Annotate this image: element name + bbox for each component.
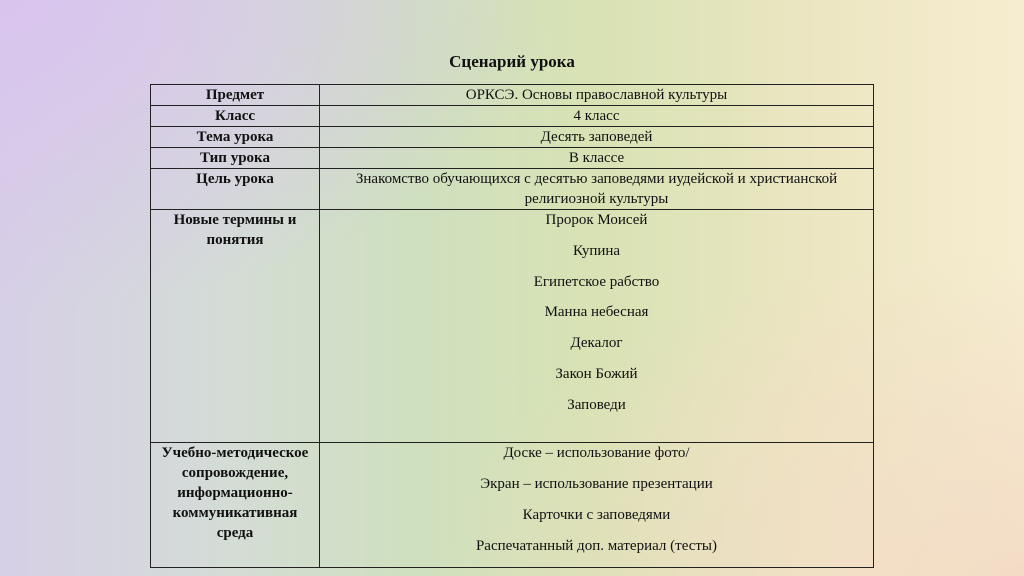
row-value-topic: Десять заповедей (320, 127, 874, 148)
list-item: Распечатанный доп. материал (тесты) (475, 538, 718, 554)
list-item: Манна небесная (544, 304, 649, 321)
row-label-topic: Тема урока (151, 127, 320, 148)
list-item: Карточки с заповедями (522, 507, 671, 523)
table-row (151, 210, 874, 443)
list-item: Доске – использование фото/ (503, 445, 690, 461)
table-row (151, 106, 874, 127)
row-label-environment: Учебно-методическое сопровождение, информационно-коммуникативная среда (151, 443, 320, 568)
row-value-subject: ОРКСЭ. Основы православной культуры (320, 85, 874, 106)
list-item: Декалог (570, 335, 623, 352)
lesson-table (150, 84, 874, 568)
list-item: Египетское рабство (533, 273, 660, 290)
row-value-type: В классе (320, 148, 874, 169)
list-item: Экран – использование презентации (480, 476, 713, 492)
list-item: Заповеди (567, 396, 626, 413)
row-label-type: Тип урока (151, 148, 320, 169)
environment-list (320, 443, 874, 568)
row-label-subject: Предмет (151, 85, 320, 106)
list-item: Купина (572, 242, 621, 259)
table-row (151, 169, 874, 210)
row-value-goal: Знакомство обучающихся с десятью заповедями иудейской и христианской религиозной культуры (320, 169, 874, 210)
row-label-terms: Новые термины и понятия (151, 210, 320, 443)
list-item: Пророк Моисей (545, 212, 648, 228)
table-row (151, 85, 874, 106)
row-label-goal: Цель урока (151, 169, 320, 210)
terms-list (320, 210, 874, 443)
row-label-grade: Класс (151, 106, 320, 127)
table-row (151, 443, 874, 568)
table-row (151, 127, 874, 148)
table-row (151, 148, 874, 169)
row-value-grade: 4 класс (320, 106, 874, 127)
list-item: Закон Божий (555, 365, 638, 382)
page-title: Сценарий урока (449, 52, 575, 71)
